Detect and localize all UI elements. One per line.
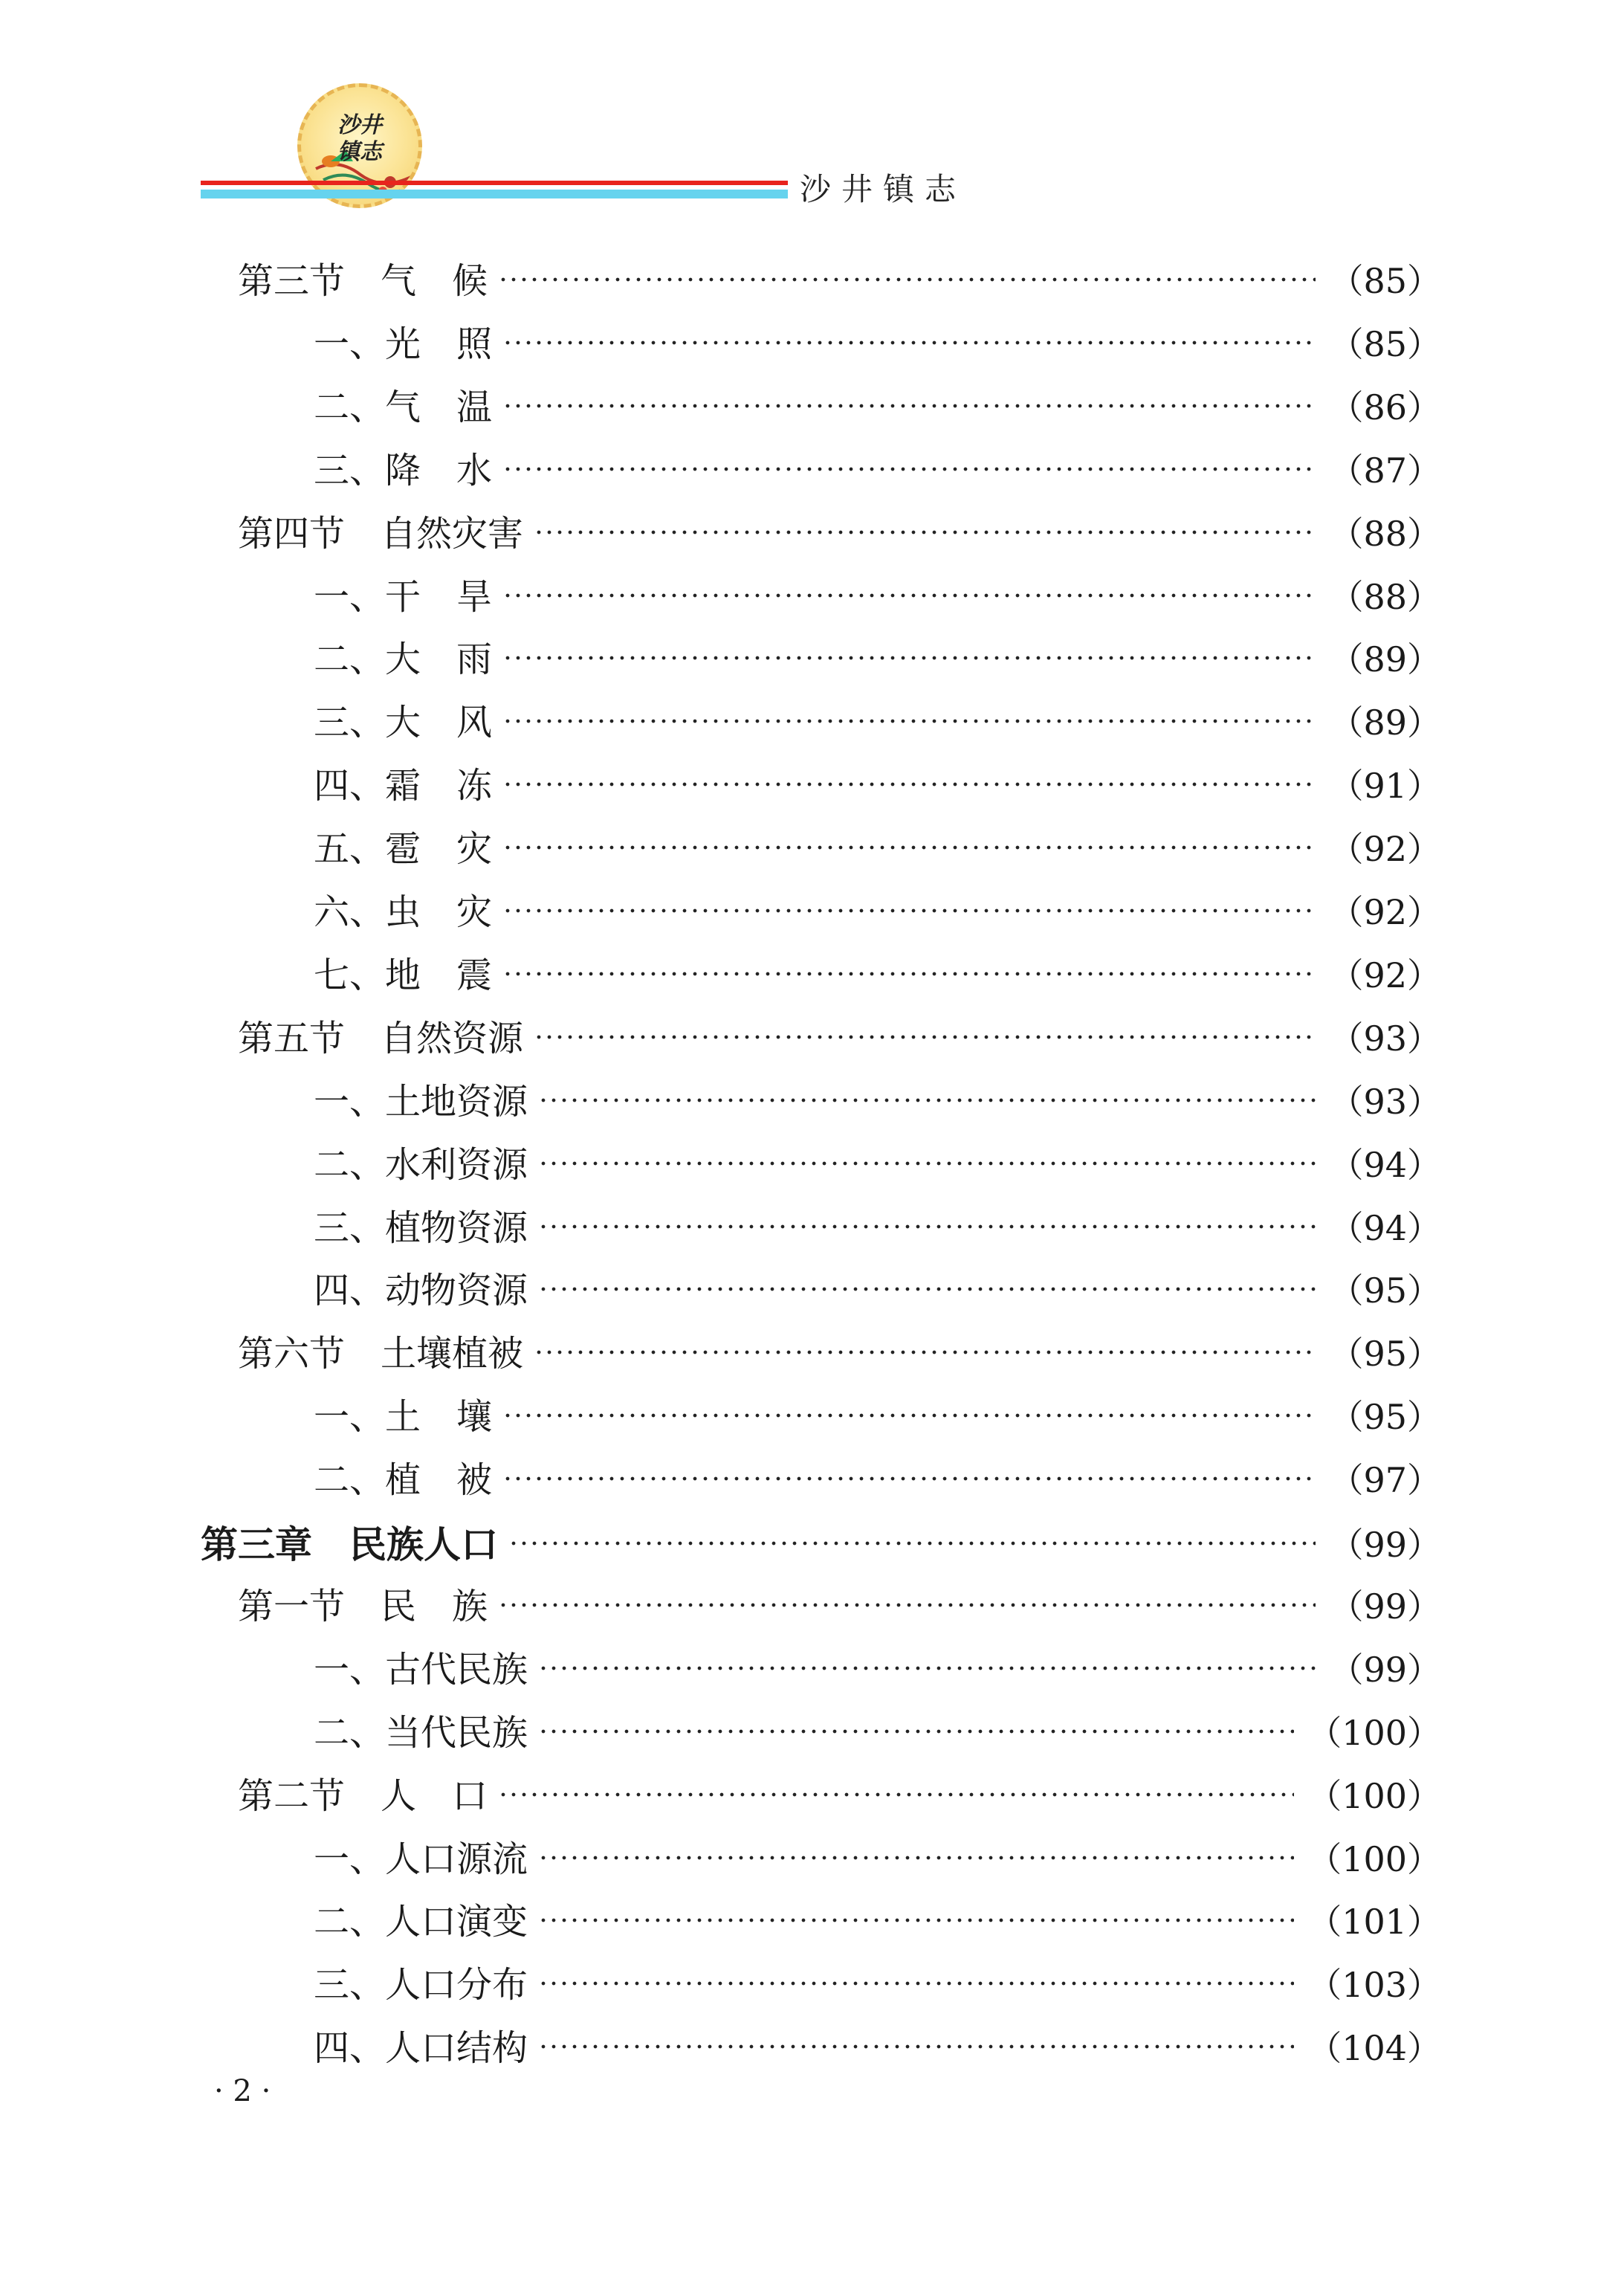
toc-item-row (0, 2026, 1624, 2070)
toc-leader-dots (502, 401, 1316, 410)
toc-entry-title: 一、古代民族 (314, 1648, 528, 1691)
toc-leader-dots (502, 780, 1316, 789)
toc-section-row (0, 1774, 1624, 1818)
toc-entry-page: （95） (1329, 1270, 1441, 1311)
toc-leader-dots (498, 1601, 1316, 1609)
toc-entry-page: （99） (1329, 1586, 1441, 1627)
toc-entry-title: 一、土 壤 (314, 1396, 493, 1438)
toc-entry-title: 第一节 民 族 (238, 1585, 488, 1627)
toc-entry-title: 一、土地资源 (314, 1080, 528, 1123)
toc-leader-dots (502, 906, 1316, 915)
logo-title-line2: 镇志 (337, 139, 382, 165)
toc-entry-title: 四、动物资源 (314, 1270, 528, 1312)
toc-item-row (0, 448, 1624, 493)
toc-item-row (0, 1395, 1624, 1439)
toc-item-row (0, 1647, 1624, 1692)
toc-leader-dots (538, 1853, 1294, 1862)
toc-item-row (0, 1268, 1624, 1313)
toc-entry-page: （88） (1329, 513, 1441, 554)
toc-entry-page: （85） (1329, 261, 1441, 301)
toc-item-row (0, 700, 1624, 745)
toc-entry-page: （92） (1329, 829, 1441, 870)
toc-entry-title: 第四节 自然灾害 (238, 512, 524, 555)
toc-entry-page: （93） (1329, 1018, 1441, 1059)
toc-entry-page: （100） (1307, 1775, 1441, 1816)
toc-leader-dots (502, 653, 1316, 662)
toc-entry-title: 第二节 人 口 (238, 1775, 488, 1817)
toc-leader-dots (502, 591, 1316, 600)
toc-entry-page: （92） (1329, 955, 1441, 995)
toc-entry-title: 六、虫 灾 (314, 891, 493, 933)
toc-entry-page: （95） (1329, 1397, 1441, 1438)
toc-entry-title: 四、人口结构 (314, 2027, 528, 2070)
toc-section-row (0, 511, 1624, 556)
toc-leader-dots (538, 1222, 1316, 1231)
toc-item-row (0, 1837, 1624, 1882)
toc-item-row (0, 890, 1624, 934)
toc-entry-title: 三、人口分布 (314, 1964, 528, 2006)
toc-chapter-row (0, 1522, 1624, 1567)
toc-item-row (0, 1963, 1624, 2007)
toc-leader-dots (538, 1159, 1316, 1168)
toc-leader-dots (502, 843, 1316, 852)
toc-item-row (0, 637, 1624, 682)
header-rule-red (201, 181, 788, 185)
toc-leader-dots (502, 1411, 1316, 1420)
toc-leader-dots (538, 2042, 1294, 2051)
toc-item-row (0, 953, 1624, 998)
toc-leader-dots (498, 1790, 1294, 1799)
page-number: · 2 · (214, 2074, 271, 2108)
toc-leader-dots (502, 338, 1316, 347)
toc-entry-page: （85） (1329, 323, 1441, 364)
toc-entry-title: 二、植 被 (314, 1459, 493, 1502)
toc-entry-title: 七、地 震 (314, 954, 493, 996)
toc-entry-page: （93） (1329, 1081, 1441, 1122)
toc-item-row (0, 1899, 1624, 1944)
toc-entry-page: （88） (1329, 576, 1441, 617)
toc-entry-title: 二、当代民族 (314, 1711, 528, 1754)
toc-entry-title: 二、人口演变 (314, 1901, 528, 1943)
toc-entry-title: 二、气 温 (314, 386, 493, 428)
toc-entry-page: （99） (1329, 1525, 1441, 1565)
toc-item-row (0, 1143, 1624, 1187)
toc-entry-page: （94） (1329, 1144, 1441, 1185)
logo-title-line1: 沙井 (337, 112, 382, 138)
toc-entry-page: （92） (1329, 892, 1441, 932)
toc-leader-dots (502, 717, 1316, 726)
toc-leader-dots (538, 1285, 1316, 1294)
toc-entry-title: 第三节 气 候 (238, 260, 488, 302)
toc-entry-title: 五、雹 灾 (314, 828, 493, 871)
toc-entry-page: （101） (1307, 1902, 1441, 1943)
toc-entry-title: 第五节 自然资源 (238, 1017, 524, 1059)
toc-leader-dots (534, 1348, 1316, 1357)
header-rule (201, 181, 788, 200)
toc-item-row (0, 575, 1624, 619)
toc-section-row (0, 1016, 1624, 1061)
toc-entry-page: （100） (1307, 1838, 1441, 1879)
toc-entry-title: 一、干 旱 (314, 575, 493, 618)
toc-entry-title: 一、人口源流 (314, 1838, 528, 1880)
toc-entry-page: （95） (1329, 1334, 1441, 1375)
toc-entry-title: 三、降 水 (314, 449, 493, 491)
toc-leader-dots (538, 1096, 1316, 1105)
toc-section-row (0, 1584, 1624, 1629)
toc-entry-page: （87） (1329, 450, 1441, 491)
toc-entry-page: （103） (1307, 1965, 1441, 2006)
toc-entry-title: 一、光 照 (314, 323, 493, 365)
toc-leader-dots (502, 1474, 1316, 1483)
toc-item-row (0, 1458, 1624, 1502)
toc-section-row (0, 1331, 1624, 1376)
toc-entry-title: 第三章 民族人口 (201, 1523, 498, 1566)
toc-entry-page: （89） (1329, 703, 1441, 743)
toc-section-row (0, 259, 1624, 303)
toc-leader-dots (508, 1539, 1316, 1548)
toc-entry-page: （89） (1329, 639, 1441, 680)
toc-item-row (0, 763, 1624, 808)
toc-entry-title: 三、植物资源 (314, 1207, 528, 1249)
toc-entry-page: （86） (1329, 387, 1441, 427)
toc-entry-page: （100） (1307, 1712, 1441, 1753)
toc-entry-title: 四、霜 冻 (314, 765, 493, 807)
toc-leader-dots (502, 465, 1316, 474)
toc-entry-title: 二、水利资源 (314, 1143, 528, 1186)
toc-item-row (0, 322, 1624, 366)
toc-leader-dots (534, 528, 1316, 537)
toc-entry-page: （94） (1329, 1207, 1441, 1248)
toc-item-row (0, 1711, 1624, 1755)
header-rule-blue (201, 190, 788, 198)
toc-entry-page: （104） (1307, 2028, 1441, 2069)
toc-entry-title: 第六节 土壤植被 (238, 1333, 524, 1375)
toc-leader-dots (538, 1916, 1294, 1925)
running-title: 沙井镇志 (800, 171, 967, 207)
toc-leader-dots (534, 1033, 1316, 1042)
toc-leader-dots (538, 1664, 1316, 1673)
toc-entry-page: （99） (1329, 1649, 1441, 1690)
toc-entry-title: 三、大 风 (314, 702, 493, 744)
toc-entry-title: 二、大 雨 (314, 639, 493, 681)
toc-entry-page: （97） (1329, 1460, 1441, 1501)
toc-leader-dots (498, 275, 1316, 284)
toc-leader-dots (502, 969, 1316, 978)
toc-leader-dots (538, 1979, 1294, 1988)
toc-item-row (0, 1206, 1624, 1250)
toc-item-row (0, 827, 1624, 871)
toc-item-row (0, 1079, 1624, 1124)
toc-entry-page: （91） (1329, 766, 1441, 807)
toc-leader-dots (538, 1727, 1294, 1736)
toc-item-row (0, 385, 1624, 430)
